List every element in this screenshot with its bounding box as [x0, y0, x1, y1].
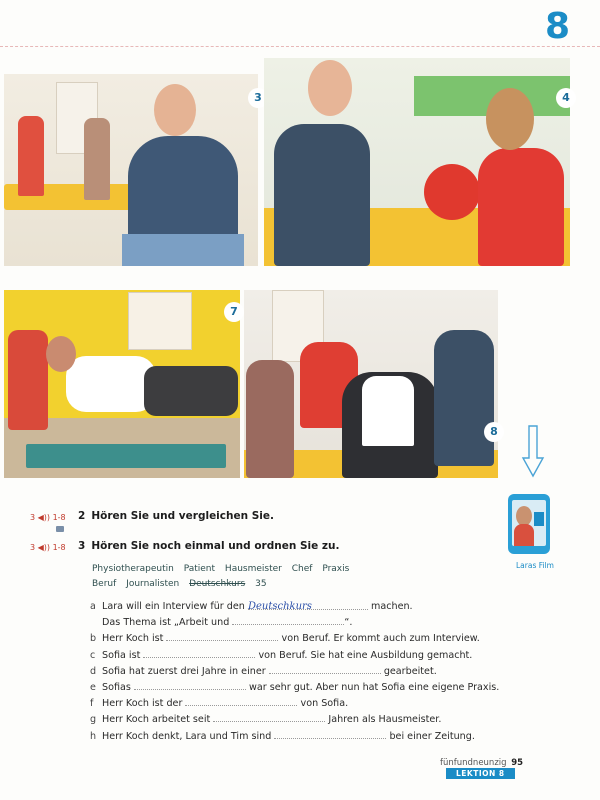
- chapter-number: 8: [544, 6, 570, 47]
- answer-blank[interactable]: [185, 695, 297, 706]
- sentence-e: e Sofias war sehr gut. Aber nun hat Sofia eine eigene Praxis.: [90, 679, 499, 695]
- answer-blank[interactable]: [274, 728, 386, 739]
- word-option: 35: [255, 579, 267, 589]
- sentence-d: d Sofia hat zuerst drei Jahre in einer gearbeitet.: [90, 663, 499, 679]
- word-option: Chef: [291, 564, 313, 574]
- audio-track-label[interactable]: 3 ◀)) 1-8: [30, 543, 66, 552]
- photo-scene-4: [264, 58, 570, 266]
- audio-track-label[interactable]: 3 ◀)) 1-8: [30, 513, 66, 522]
- sentence-a: a Lara will ein Interview für den Deutschkurs machen.: [90, 601, 413, 612]
- answer-blank[interactable]: [269, 663, 381, 674]
- laras-film-label: Laras Film: [516, 561, 554, 570]
- answer-blank[interactable]: [134, 679, 246, 690]
- answer-blank[interactable]: [232, 614, 344, 625]
- answer-blank[interactable]: [166, 630, 278, 641]
- sentence-h: h Herr Koch denkt, Lara und Tim sind bei einer Zeitung.: [90, 728, 499, 744]
- word-option: Journalisten: [126, 579, 180, 589]
- photo-badge: 8: [484, 422, 504, 442]
- answer-blank[interactable]: [143, 647, 255, 658]
- sentence-g: g Herr Koch arbeitet seit Jahren als Hausmeister.: [90, 711, 499, 727]
- page-number-word: fünfundneunzig: [440, 758, 507, 768]
- sentence-f: f Herr Koch ist der von Sofia.: [90, 695, 499, 711]
- photo-badge: 7: [224, 302, 244, 322]
- answer-blank[interactable]: [248, 599, 368, 610]
- word-option-used: Deutschkurs: [189, 579, 246, 589]
- word-bank: [92, 562, 356, 592]
- page-footer: [440, 758, 600, 779]
- photo-scene-3: [4, 74, 262, 266]
- word-option: Hausmeister: [224, 564, 282, 574]
- word-option: Patient: [183, 564, 216, 574]
- fill-in-sentences: [90, 599, 499, 744]
- photo-badge: 3: [248, 88, 268, 108]
- page-number: 95: [511, 758, 524, 768]
- photo-badge: 4: [556, 88, 576, 108]
- photo-scene-7: [4, 290, 240, 478]
- photo-scene-8: [244, 290, 498, 478]
- exercise-2-title: 2 Hören Sie und vergleichen Sie.: [78, 510, 275, 522]
- answer-blank[interactable]: [213, 711, 325, 722]
- sentence-b: b Herr Koch ist von Beruf. Er kommt auch zum Interview.: [90, 630, 499, 646]
- word-option: Physiotherapeutin: [92, 564, 174, 574]
- down-arrow-icon: [520, 424, 546, 478]
- lektion-badge: LEKTION 8: [446, 768, 515, 779]
- top-rule: [0, 46, 600, 47]
- video-icon: [56, 526, 64, 532]
- word-option: Praxis: [322, 564, 350, 574]
- handwritten-answer: Deutschkurs: [247, 601, 312, 612]
- word-option: Beruf: [92, 579, 117, 589]
- sentence-a2: Das Thema ist „Arbeit und “.: [90, 614, 499, 630]
- exercise-3-title: 3 Hören Sie noch einmal und ordnen Sie zu.: [78, 540, 340, 552]
- laras-film-phone-icon[interactable]: [508, 494, 550, 554]
- sentence-c: c Sofia ist von Beruf. Sie hat eine Ausbildung gemacht.: [90, 647, 499, 663]
